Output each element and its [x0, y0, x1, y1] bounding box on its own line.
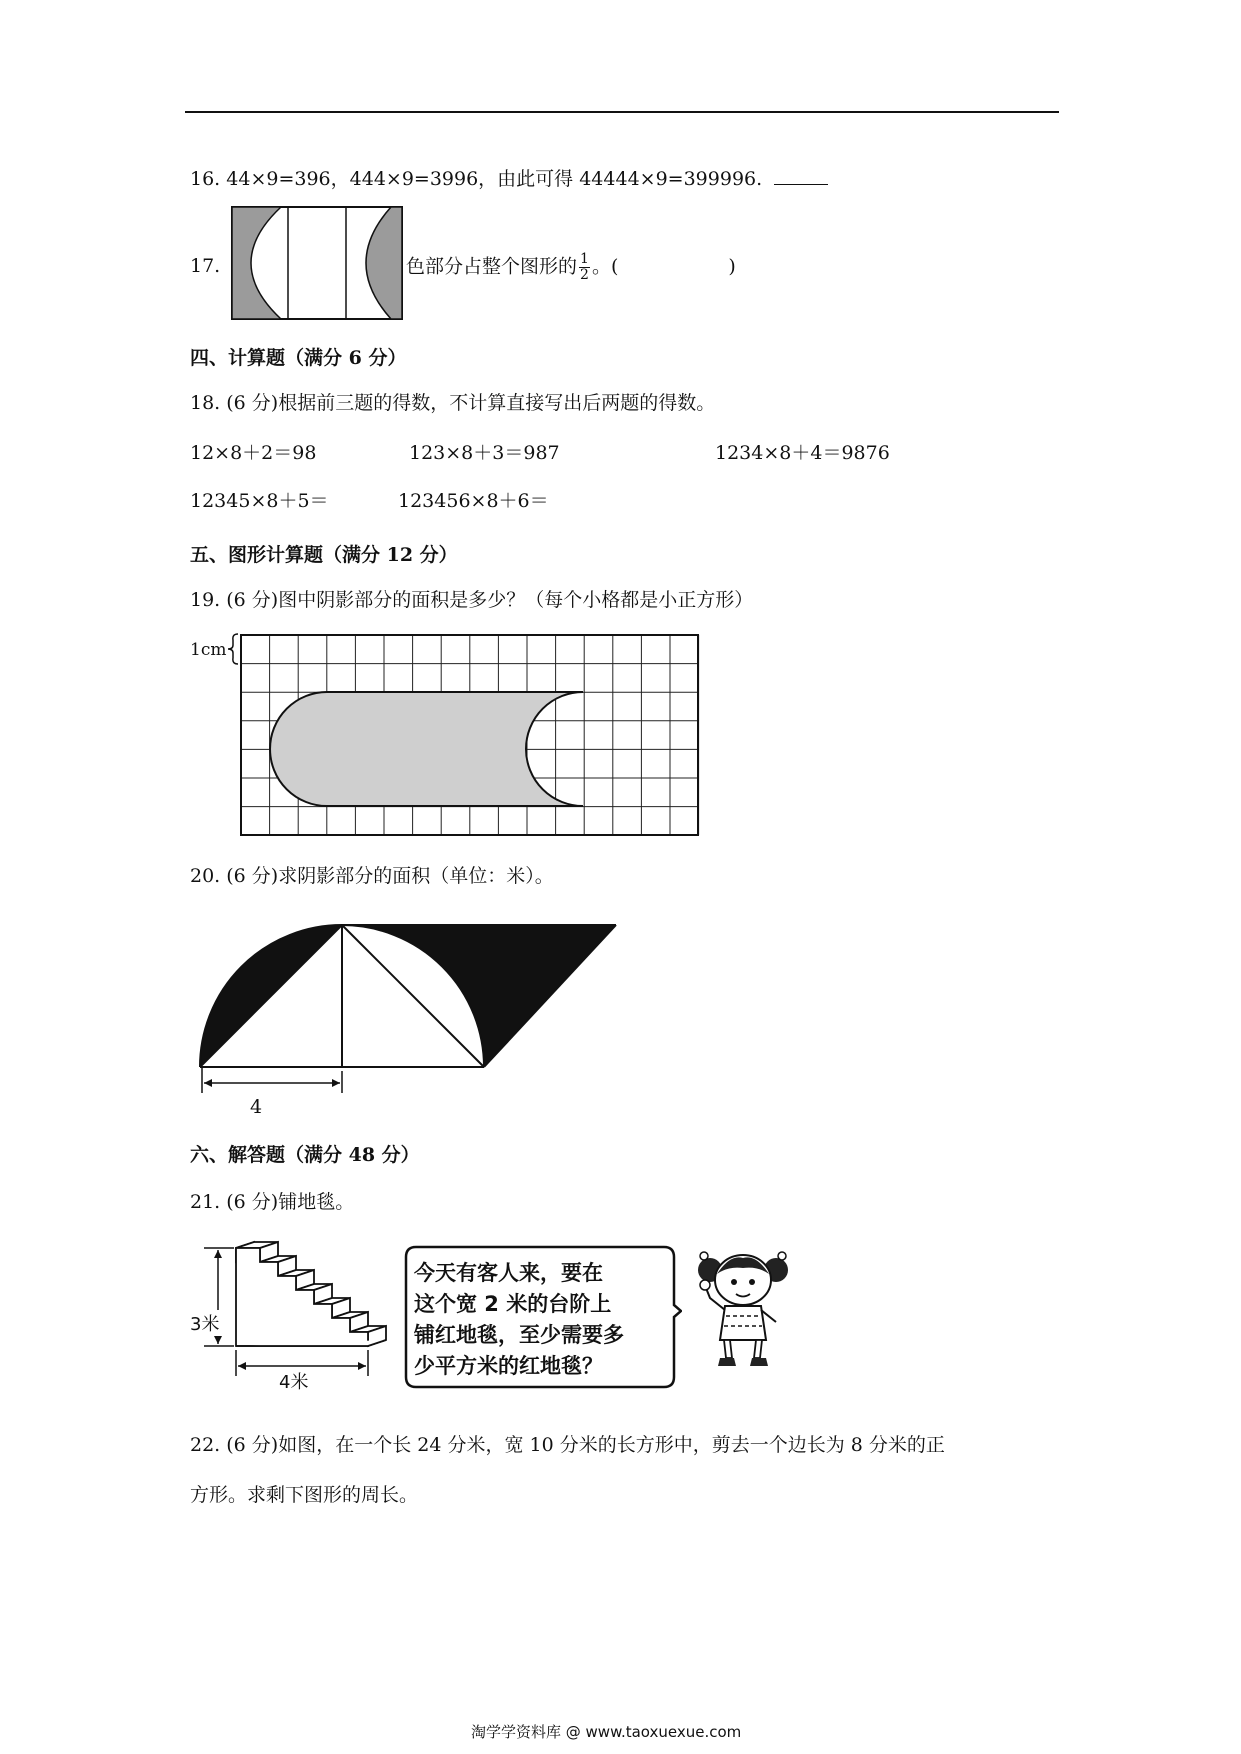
q17-fraction — [579, 252, 590, 283]
q18-eq-1: 12×8＋2＝98 — [190, 442, 317, 464]
q21-girl-illustration — [690, 1240, 800, 1376]
section-4-title: 四、计算题（满分 6 分） — [190, 347, 407, 369]
q22-line-1: 22. (6 分)如图，在一个长 24 分米，宽 10 分米的长方形中，剪去一个边长为 8 分米的正 — [190, 1434, 945, 1456]
section-6-title: 六、解答题（满分 48 分） — [190, 1144, 420, 1166]
q20-right-shaded-region — [342, 925, 616, 1067]
q18-eq-5[interactable]: 123456×8＋6＝ — [398, 490, 549, 512]
q20-stem: 20. (6 分)求阴影部分的面积（单位：米）。 — [190, 865, 554, 887]
q21-bubble-line-4: 少平方米的红地毯？ — [414, 1354, 603, 1378]
q17-text-before: 色部分占整个图形的 — [406, 255, 578, 278]
q17-text-after: 。( — [591, 255, 619, 278]
footer-watermark: 淘学学资料库 @ www.taoxuexue.com — [471, 1723, 742, 1741]
q17-frac-num: 1 — [580, 251, 589, 267]
q18-eq-3: 1234×8＋4＝9876 — [715, 442, 890, 464]
q16-answer-blank[interactable] — [774, 166, 828, 185]
q21-bubble-line-3: 铺红地毯，至少需要多 — [414, 1323, 624, 1347]
q19-stem: 19. (6 分)图中阴影部分的面积是多少？（每个小格都是小正方形） — [190, 589, 754, 611]
q16-number: 16. — [190, 168, 221, 190]
q17-number: 17. — [190, 255, 221, 277]
q21-bubble-line-2: 这个宽 2 米的台阶上 — [414, 1292, 612, 1316]
question-16 — [190, 166, 828, 191]
q16-text: 44×9=396，444×9=3996，由此可得 44444×9=399996. — [226, 168, 763, 190]
q18-stem: 18. (6 分)根据前三题的得数，不计算直接写出后两题的得数。 — [190, 392, 716, 414]
q18-eq-4[interactable]: 12345×8＋5＝ — [190, 490, 329, 512]
q22-line-2: 方形。求剩下图形的周长。 — [190, 1484, 419, 1506]
q17-paren-close: ) — [728, 255, 736, 278]
q17-figure — [231, 206, 403, 320]
q19-unit-label: 1cm — [190, 640, 227, 660]
q21-width-label: 4米 — [276, 1368, 311, 1394]
q21-bubble-line-1: 今天有客人来，要在 — [414, 1261, 603, 1285]
q17-text — [406, 252, 736, 283]
q21-height-label: 3米 — [190, 1310, 219, 1336]
header-rule — [185, 111, 1059, 113]
q21-stem: 21. (6 分)铺地毯。 — [190, 1191, 355, 1213]
q20-figure — [196, 915, 626, 1115]
q18-eq-2: 123×8＋3＝987 — [409, 442, 560, 464]
q19-grid-figure — [240, 634, 700, 838]
q20-dimension-label: 4 — [250, 1096, 263, 1118]
q17-frac-den: 2 — [580, 267, 589, 283]
section-5-title: 五、图形计算题（满分 12 分） — [190, 544, 458, 566]
